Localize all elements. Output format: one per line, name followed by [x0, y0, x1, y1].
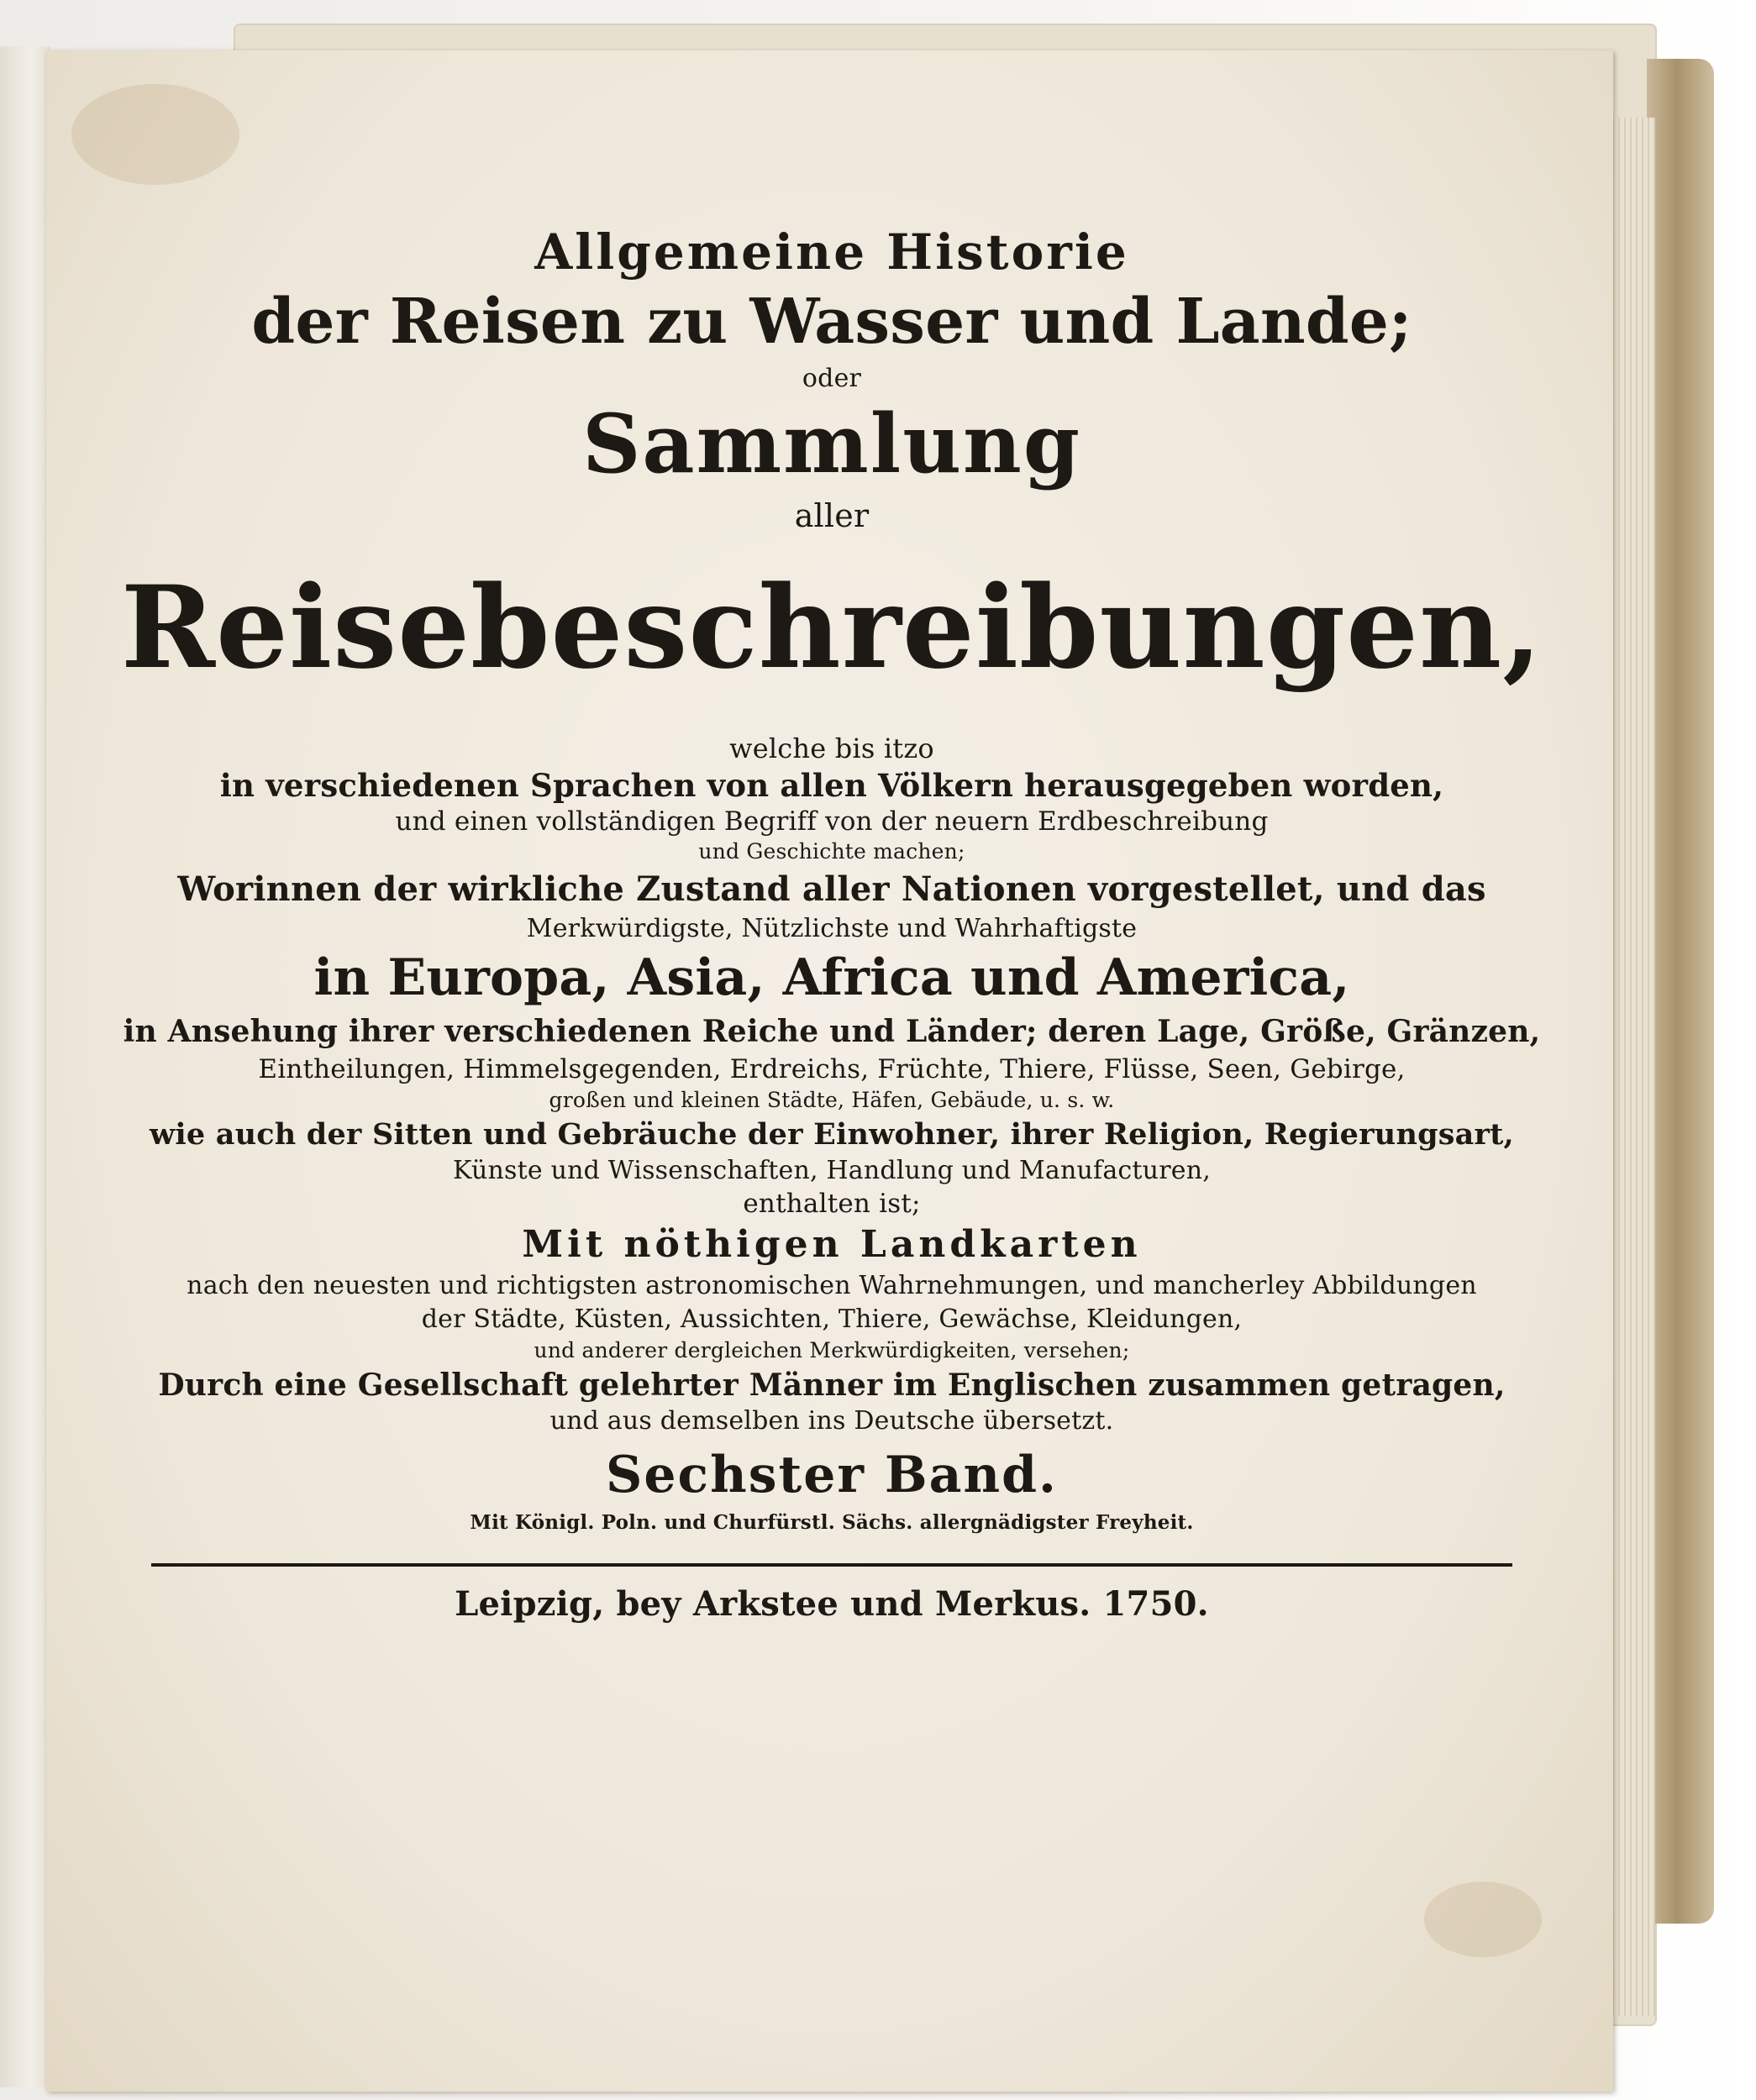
subtitle-line-16: der Städte, Küsten, Aussichten, Thiere, Gewächse, Kleidungen,	[421, 1305, 1243, 1334]
title-line-5: aller	[794, 497, 870, 534]
volume-line: Sechster Band.	[606, 1446, 1058, 1504]
subtitle-line-6: Merkwürdigste, Nützlichste und Wahrhaftigste	[526, 914, 1138, 943]
continents-line: in Europa, Asia, Africa und America,	[313, 948, 1350, 1007]
left-page-edge	[0, 46, 50, 2087]
subtitle-line-17: und anderer dergleichen Merkwürdigkeiten, versehen;	[534, 1338, 1130, 1362]
title-line-2: der Reisen zu Wasser und Lande;	[251, 286, 1412, 358]
subtitle-line-2: in verschiedenen Sprachen von allen Völkern herausgegeben worden,	[219, 767, 1444, 804]
imprint: Leipzig, bey Arkstee und Merkus. 1750.	[455, 1584, 1209, 1624]
binding-edge	[1647, 59, 1714, 1924]
subtitle-line-9: Eintheilungen, Himmelsgegenden, Erdreichs, Früchte, Thiere, Flüsse, Seen, Gebirge,	[258, 1054, 1406, 1084]
subtitle-line-11: wie auch der Sitten und Gebräuche der Einwohner, ihrer Religion, Regierungsart,	[150, 1117, 1514, 1152]
subtitle-line-1: welche bis itzo	[729, 732, 934, 764]
subtitle-line-3: und einen vollständigen Begriff von der neuern Erdbeschreibung	[395, 806, 1269, 837]
subtitle-line-5: Worinnen der wirkliche Zustand aller Nationen vorgestellet, und das	[177, 869, 1486, 909]
subtitle-line-12: Künste und Wissenschaften, Handlung und Manufacturen,	[453, 1156, 1211, 1185]
title-line-4: Sammlung	[582, 396, 1081, 491]
title-line-1: Allgemeine Historie	[534, 223, 1129, 281]
subtitle-line-18: Durch eine Gesellschaft gelehrter Männer im Englischen zusammen getragen,	[158, 1368, 1506, 1403]
privilege-line: Mit Königl. Poln. und Churfürstl. Sächs. allergnädigster Freyheit.	[470, 1511, 1194, 1534]
subtitle-line-10: großen und kleinen Städte, Häfen, Gebäude, u. s. w.	[549, 1088, 1115, 1112]
maps-line: Mit nöthigen Landkarten	[522, 1223, 1142, 1266]
title-page-text	[118, 164, 1546, 1642]
subtitle-line-4: und Geschichte machen;	[698, 839, 965, 864]
title-line-3: oder	[802, 364, 862, 393]
subtitle-line-15: nach den neuesten und richtigsten astronomischen Wahrnehmungen, und mancherley Abbildungen	[187, 1271, 1477, 1300]
subtitle-line-19: und aus demselben ins Deutsche übersetzt.	[549, 1406, 1114, 1436]
subtitle-line-13: enthalten ist;	[743, 1189, 921, 1219]
foxing-stain	[1424, 1882, 1542, 1957]
main-title: Reisebeschreibungen,	[120, 560, 1543, 694]
subtitle-line-8: in Ansehung ihrer verschiedenen Reiche und Länder; deren Lage, Größe, Gränzen,	[123, 1014, 1541, 1049]
title-page	[46, 50, 1613, 2092]
